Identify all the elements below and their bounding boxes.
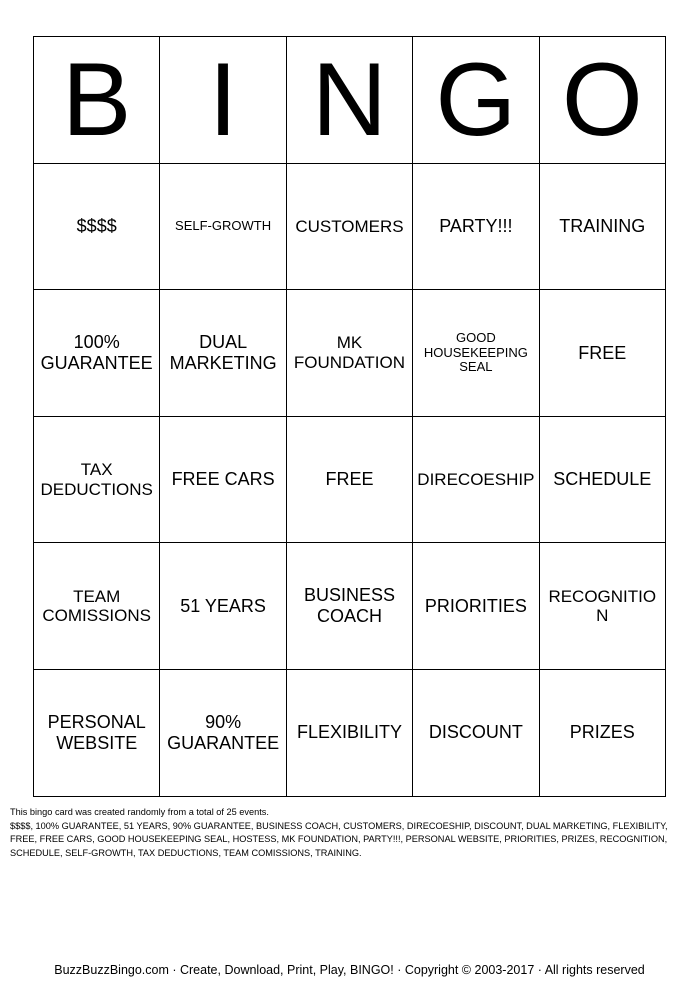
bingo-cell: FREE CARS	[160, 416, 286, 543]
bingo-cell: BUSINESS COACH	[286, 543, 412, 670]
site-footer: BuzzBuzzBingo.com · Create, Download, Print, Play, BINGO! · Copyright © 2003-2017 · All rights reserved	[54, 963, 645, 977]
card-info-summary: This bingo card was created randomly from a total of 25 events.	[10, 807, 269, 817]
bingo-cell: MK FOUNDATION	[286, 290, 412, 417]
header-letter-n: N	[286, 37, 412, 164]
header-letter-g: G	[413, 37, 539, 164]
card-info	[10, 806, 690, 860]
bingo-cell: FREE	[539, 290, 665, 417]
bingo-cell: $$$$	[34, 163, 160, 290]
header-letter-i: I	[160, 37, 286, 164]
header-letter-b: B	[34, 37, 160, 164]
bingo-cell: TAX DEDUCTIONS	[34, 416, 160, 543]
bingo-cell: SCHEDULE	[539, 416, 665, 543]
bingo-cell: FREE	[286, 416, 412, 543]
bingo-cell: FLEXIBILITY	[286, 669, 412, 796]
bingo-header-row	[34, 37, 666, 164]
bingo-cell: DUAL MARKETING	[160, 290, 286, 417]
bingo-row-1	[34, 163, 666, 290]
bingo-cell: PRIZES	[539, 669, 665, 796]
bingo-cell: CUSTOMERS	[286, 163, 412, 290]
bingo-row-2	[34, 290, 666, 417]
bingo-row-5	[34, 669, 666, 796]
bingo-cell: TEAM COMISSIONS	[34, 543, 160, 670]
bingo-cell: 51 YEARS	[160, 543, 286, 670]
bingo-cell: SELF-GROWTH	[160, 163, 286, 290]
bingo-cell: PRIORITIES	[413, 543, 539, 670]
bingo-cell: DIRECOESHIP	[413, 416, 539, 543]
bingo-cell: PARTY!!!	[413, 163, 539, 290]
bingo-row-3	[34, 416, 666, 543]
bingo-row-4	[34, 543, 666, 670]
bingo-cell: RECOGNITION	[539, 543, 665, 670]
bingo-cell: 100% GUARANTEE	[34, 290, 160, 417]
bingo-cell: TRAINING	[539, 163, 665, 290]
bingo-card	[33, 36, 666, 797]
bingo-cell: PERSONAL WEBSITE	[34, 669, 160, 796]
bingo-cell: 90% GUARANTEE	[160, 669, 286, 796]
header-letter-o: O	[539, 37, 665, 164]
bingo-cell: DISCOUNT	[413, 669, 539, 796]
card-info-event-list: $$$$, 100% GUARANTEE, 51 YEARS, 90% GUARANTEE, BUSINESS COACH, CUSTOMERS, DIRECOESHIP, DISCOUNT, DUAL MARKETING, FLEXIBILITY, FREE, FREE CARS, GOOD HOUSEKEEPING SEAL, HOSTESS, MK FOUNDATION, PARTY!!!, PERSONAL WEBSITE, PRIORITIES, PRIZES, RECOGNITION, SCHEDULE, SELF-GROWTH, TAX DEDUCTIONS, TEAM COMISSIONS, TRAINING.	[10, 820, 668, 858]
bingo-cell: GOOD HOUSEKEEPING SEAL	[413, 290, 539, 417]
